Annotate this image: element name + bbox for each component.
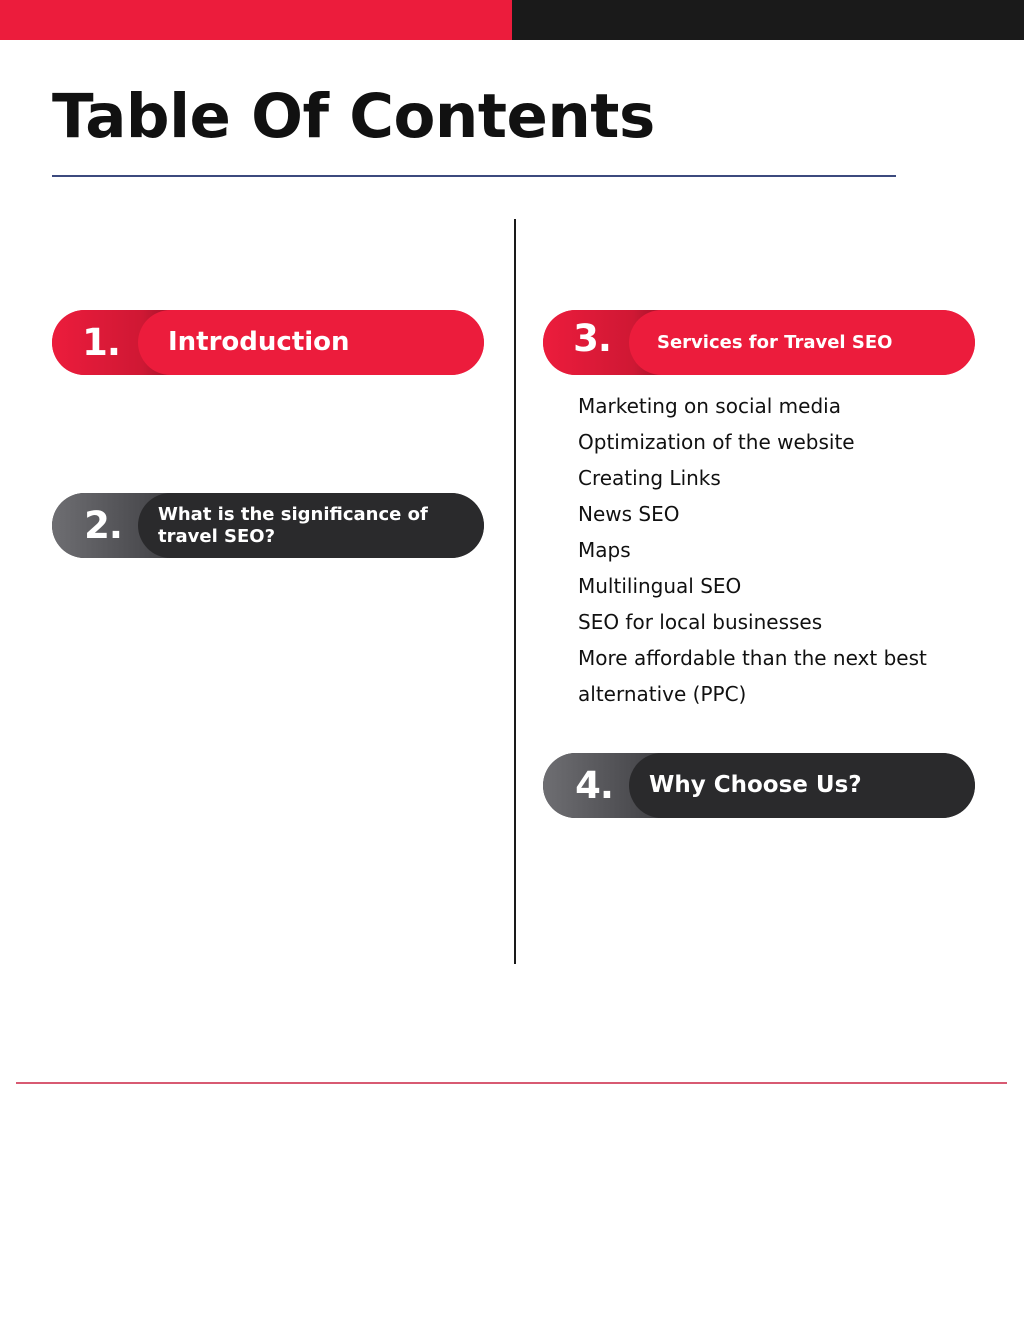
- toc-item-label: Why Choose Us?: [649, 771, 862, 798]
- label-zone: [629, 753, 975, 818]
- toc-item-number: 2.: [84, 504, 122, 547]
- toc-item-services[interactable]: [543, 310, 975, 375]
- label-zone: [629, 310, 975, 375]
- list-item: Optimization of the website: [578, 430, 855, 454]
- top-accent-bar-red: [0, 0, 512, 40]
- list-item: News SEO: [578, 502, 680, 526]
- page-title: Table Of Contents: [52, 81, 655, 152]
- services-list: [578, 388, 998, 712]
- list-item: Marketing on social media: [578, 394, 841, 418]
- list-item: Maps: [578, 538, 631, 562]
- title-underline: [52, 175, 896, 177]
- list-item: Creating Links: [578, 466, 721, 490]
- footer-rule: [16, 1082, 1007, 1084]
- top-accent-bar-dark: [512, 0, 1024, 40]
- toc-item-label: What is the significance of travel SEO?: [158, 503, 428, 547]
- toc-item-why-choose-us[interactable]: [543, 753, 975, 818]
- list-item: Multilingual SEO: [578, 574, 742, 598]
- toc-item-number: 3.: [573, 317, 611, 360]
- toc-item-number: 4.: [575, 764, 613, 807]
- toc-item-introduction[interactable]: [52, 310, 484, 375]
- toc-item-significance[interactable]: [52, 493, 484, 558]
- toc-item-number: 1.: [82, 321, 120, 364]
- column-divider: [514, 219, 516, 964]
- label-zone: [138, 310, 484, 375]
- list-item: More affordable than the next best alternative (PPC): [578, 646, 927, 706]
- list-item: SEO for local businesses: [578, 610, 823, 634]
- label-zone: [138, 493, 484, 558]
- toc-item-label: Services for Travel SEO: [657, 331, 893, 353]
- toc-item-label: Introduction: [168, 326, 350, 357]
